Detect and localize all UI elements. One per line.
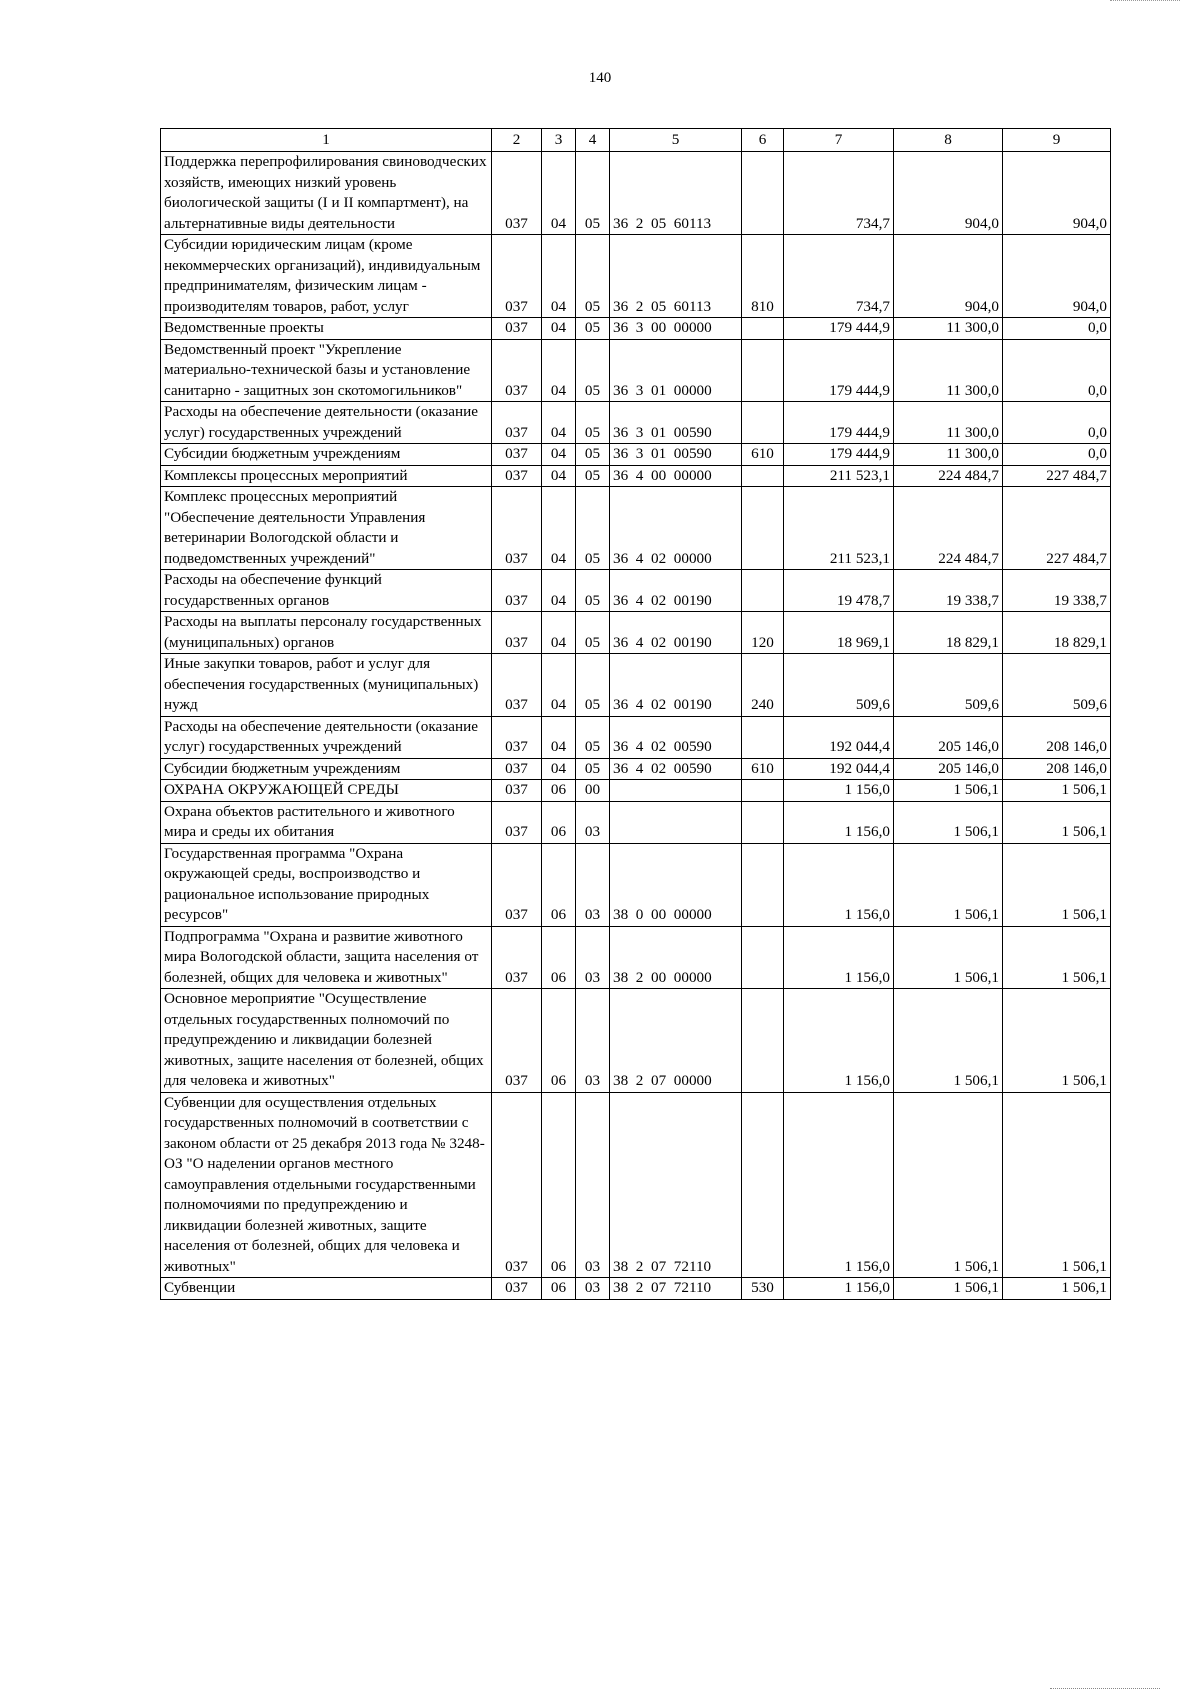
code-admin-cell: 037 (492, 801, 542, 843)
table-row (161, 843, 1111, 926)
amount-year3-cell: 0,0 (1003, 318, 1111, 340)
expense-type-cell: 530 (742, 1278, 784, 1300)
code-admin-cell: 037 (492, 780, 542, 802)
table-row (161, 758, 1111, 780)
amount-year2-cell: 509,6 (894, 654, 1003, 717)
table-row (161, 654, 1111, 717)
code-admin-cell: 037 (492, 843, 542, 926)
amount-year2-cell: 19 338,7 (894, 570, 1003, 612)
row-name-cell: Основное мероприятие "Осуществление отдельных государственных полномочий по предупреждению и ликвидации болезней животных, защите населения от болезней, общих для человека и животных" (161, 989, 492, 1093)
amount-year3-cell: 1 506,1 (1003, 989, 1111, 1093)
code-admin-cell: 037 (492, 654, 542, 717)
header-cell: 1 (161, 129, 492, 152)
amount-year2-cell: 1 506,1 (894, 780, 1003, 802)
section-cell: 06 (542, 989, 576, 1093)
code-admin-cell: 037 (492, 612, 542, 654)
amount-year3-cell: 18 829,1 (1003, 612, 1111, 654)
subsection-cell: 00 (576, 780, 610, 802)
target-article-cell: 38 2 00 00000 (610, 926, 742, 989)
amount-year2-cell: 1 506,1 (894, 1278, 1003, 1300)
subsection-cell: 05 (576, 402, 610, 444)
amount-year2-cell: 18 829,1 (894, 612, 1003, 654)
section-cell: 04 (542, 570, 576, 612)
amount-year3-cell: 1 506,1 (1003, 780, 1111, 802)
expense-type-cell (742, 570, 784, 612)
subsection-cell: 05 (576, 465, 610, 487)
row-name-cell: Поддержка перепрофилирования свиноводческих хозяйств, имеющих низкий уровень биологической защиты (I и II компартмент), на альтернативные виды деятельности (161, 152, 492, 235)
row-name-cell: Иные закупки товаров, работ и услуг для обеспечения государственных (муниципальных) нужд (161, 654, 492, 717)
code-admin-cell: 037 (492, 487, 542, 570)
target-article-cell: 38 0 00 00000 (610, 843, 742, 926)
code-admin-cell: 037 (492, 926, 542, 989)
amount-year3-cell: 904,0 (1003, 152, 1111, 235)
amount-year3-cell: 19 338,7 (1003, 570, 1111, 612)
target-article-cell: 36 3 01 00000 (610, 339, 742, 402)
target-article-cell: 36 4 00 00000 (610, 465, 742, 487)
target-article-cell: 38 2 07 00000 (610, 989, 742, 1093)
code-admin-cell: 037 (492, 318, 542, 340)
amount-year2-cell: 11 300,0 (894, 318, 1003, 340)
row-name-cell: Подпрограмма "Охрана и развитие животного мира Вологодской области, защита населения от болезней, общих для человека и животных" (161, 926, 492, 989)
row-name-cell: Расходы на выплаты персоналу государственных (муниципальных) органов (161, 612, 492, 654)
subsection-cell: 03 (576, 926, 610, 989)
amount-year3-cell: 1 506,1 (1003, 801, 1111, 843)
subsection-cell: 03 (576, 801, 610, 843)
amount-year2-cell: 1 506,1 (894, 801, 1003, 843)
amount-year2-cell: 224 484,7 (894, 487, 1003, 570)
expense-type-cell (742, 318, 784, 340)
target-article-cell: 36 4 02 00190 (610, 654, 742, 717)
target-article-cell: 36 2 05 60113 (610, 152, 742, 235)
subsection-cell: 03 (576, 989, 610, 1093)
amount-year1-cell: 1 156,0 (784, 1092, 894, 1278)
section-cell: 04 (542, 444, 576, 466)
table-row (161, 780, 1111, 802)
table-row (161, 1278, 1111, 1300)
row-name-cell: ОХРАНА ОКРУЖАЮЩЕЙ СРЕДЫ (161, 780, 492, 802)
section-cell: 06 (542, 780, 576, 802)
expense-type-cell (742, 152, 784, 235)
table-row (161, 487, 1111, 570)
subsection-cell: 05 (576, 570, 610, 612)
table-row (161, 235, 1111, 318)
section-cell: 04 (542, 487, 576, 570)
expense-type-cell (742, 926, 784, 989)
table-row (161, 152, 1111, 235)
section-cell: 04 (542, 152, 576, 235)
table-header-row (161, 129, 1111, 152)
row-name-cell: Охрана объектов растительного и животного мира и среды их обитания (161, 801, 492, 843)
subsection-cell: 05 (576, 444, 610, 466)
amount-year1-cell: 192 044,4 (784, 716, 894, 758)
amount-year3-cell: 208 146,0 (1003, 716, 1111, 758)
row-name-cell: Субсидии бюджетным учреждениям (161, 758, 492, 780)
header-cell: 5 (610, 129, 742, 152)
section-cell: 06 (542, 926, 576, 989)
section-cell: 04 (542, 612, 576, 654)
amount-year3-cell: 1 506,1 (1003, 843, 1111, 926)
expense-type-cell (742, 780, 784, 802)
row-name-cell: Комплексы процессных мероприятий (161, 465, 492, 487)
target-article-cell: 36 4 02 00000 (610, 487, 742, 570)
amount-year1-cell: 18 969,1 (784, 612, 894, 654)
amount-year3-cell: 0,0 (1003, 402, 1111, 444)
subsection-cell: 05 (576, 339, 610, 402)
amount-year2-cell: 1 506,1 (894, 843, 1003, 926)
expense-type-cell: 610 (742, 444, 784, 466)
amount-year3-cell: 509,6 (1003, 654, 1111, 717)
budget-table (160, 128, 1111, 1300)
code-admin-cell: 037 (492, 152, 542, 235)
target-article-cell: 36 4 02 00590 (610, 716, 742, 758)
section-cell: 06 (542, 1278, 576, 1300)
section-cell: 04 (542, 758, 576, 780)
row-name-cell: Расходы на обеспечение деятельности (оказание услуг) государственных учреждений (161, 716, 492, 758)
row-name-cell: Субсидии юридическим лицам (кроме некоммерческих организаций), индивидуальным предпринимателям, физическим лицам - производителям товаров, работ, услуг (161, 235, 492, 318)
expense-type-cell (742, 465, 784, 487)
amount-year3-cell: 0,0 (1003, 339, 1111, 402)
amount-year2-cell: 205 146,0 (894, 758, 1003, 780)
section-cell: 04 (542, 235, 576, 318)
table-row (161, 444, 1111, 466)
expense-type-cell (742, 716, 784, 758)
expense-type-cell: 240 (742, 654, 784, 717)
amount-year2-cell: 11 300,0 (894, 402, 1003, 444)
code-admin-cell: 037 (492, 758, 542, 780)
expense-type-cell: 120 (742, 612, 784, 654)
header-cell: 7 (784, 129, 894, 152)
code-admin-cell: 037 (492, 1092, 542, 1278)
amount-year1-cell: 1 156,0 (784, 926, 894, 989)
amount-year1-cell: 19 478,7 (784, 570, 894, 612)
target-article-cell: 36 4 02 00590 (610, 758, 742, 780)
section-cell: 04 (542, 318, 576, 340)
amount-year1-cell: 1 156,0 (784, 801, 894, 843)
amount-year2-cell: 1 506,1 (894, 926, 1003, 989)
expense-type-cell (742, 843, 784, 926)
page-number: 140 (588, 70, 612, 86)
subsection-cell: 03 (576, 843, 610, 926)
amount-year3-cell: 1 506,1 (1003, 1278, 1111, 1300)
header-cell: 2 (492, 129, 542, 152)
amount-year2-cell: 904,0 (894, 235, 1003, 318)
expense-type-cell (742, 339, 784, 402)
amount-year3-cell: 208 146,0 (1003, 758, 1111, 780)
code-admin-cell: 037 (492, 444, 542, 466)
subsection-cell: 03 (576, 1092, 610, 1278)
code-admin-cell: 037 (492, 989, 542, 1093)
row-name-cell: Расходы на обеспечение деятельности (оказание услуг) государственных учреждений (161, 402, 492, 444)
table-row (161, 989, 1111, 1093)
section-cell: 06 (542, 1092, 576, 1278)
code-admin-cell: 037 (492, 570, 542, 612)
target-article-cell (610, 780, 742, 802)
amount-year2-cell: 1 506,1 (894, 989, 1003, 1093)
amount-year3-cell: 227 484,7 (1003, 487, 1111, 570)
amount-year1-cell: 179 444,9 (784, 402, 894, 444)
table-row (161, 1092, 1111, 1278)
section-cell: 04 (542, 402, 576, 444)
code-admin-cell: 037 (492, 339, 542, 402)
table-row (161, 570, 1111, 612)
subsection-cell: 05 (576, 235, 610, 318)
table-row (161, 801, 1111, 843)
table-row (161, 339, 1111, 402)
target-article-cell: 36 4 02 00190 (610, 570, 742, 612)
expense-type-cell (742, 1092, 784, 1278)
amount-year1-cell: 211 523,1 (784, 487, 894, 570)
scan-artifact (1050, 1680, 1160, 1689)
row-name-cell: Расходы на обеспечение функций государственных органов (161, 570, 492, 612)
section-cell: 04 (542, 716, 576, 758)
table-row (161, 318, 1111, 340)
amount-year1-cell: 1 156,0 (784, 843, 894, 926)
amount-year1-cell: 734,7 (784, 152, 894, 235)
expense-type-cell (742, 989, 784, 1093)
amount-year1-cell: 1 156,0 (784, 1278, 894, 1300)
amount-year3-cell: 904,0 (1003, 235, 1111, 318)
amount-year3-cell: 0,0 (1003, 444, 1111, 466)
amount-year1-cell: 509,6 (784, 654, 894, 717)
table-row (161, 612, 1111, 654)
target-article-cell: 36 3 01 00590 (610, 402, 742, 444)
subsection-cell: 05 (576, 716, 610, 758)
header-cell: 3 (542, 129, 576, 152)
code-admin-cell: 037 (492, 716, 542, 758)
amount-year1-cell: 1 156,0 (784, 989, 894, 1093)
code-admin-cell: 037 (492, 235, 542, 318)
code-admin-cell: 037 (492, 465, 542, 487)
amount-year1-cell: 734,7 (784, 235, 894, 318)
section-cell: 04 (542, 339, 576, 402)
amount-year2-cell: 224 484,7 (894, 465, 1003, 487)
row-name-cell: Субвенции (161, 1278, 492, 1300)
section-cell: 06 (542, 843, 576, 926)
amount-year3-cell: 227 484,7 (1003, 465, 1111, 487)
subsection-cell: 03 (576, 1278, 610, 1300)
amount-year1-cell: 179 444,9 (784, 339, 894, 402)
scan-artifact (1110, 0, 1180, 5)
expense-type-cell (742, 402, 784, 444)
table-row (161, 465, 1111, 487)
amount-year3-cell: 1 506,1 (1003, 926, 1111, 989)
header-cell: 6 (742, 129, 784, 152)
target-article-cell: 38 2 07 72110 (610, 1092, 742, 1278)
table-row (161, 402, 1111, 444)
amount-year1-cell: 211 523,1 (784, 465, 894, 487)
table-row (161, 926, 1111, 989)
amount-year2-cell: 11 300,0 (894, 444, 1003, 466)
expense-type-cell: 610 (742, 758, 784, 780)
expense-type-cell (742, 487, 784, 570)
row-name-cell: Субвенции для осуществления отдельных государственных полномочий в соответствии с законом области от 25 декабря 2013 года № 3248-ОЗ "О наделении органов местного самоуправления отдельными государственными полномочиями по предупреждению и ликвидации болезней животных, защите населения от болезней, общих для человека и животных" (161, 1092, 492, 1278)
section-cell: 06 (542, 801, 576, 843)
amount-year2-cell: 1 506,1 (894, 1092, 1003, 1278)
target-article-cell: 36 3 00 00000 (610, 318, 742, 340)
row-name-cell: Субсидии бюджетным учреждениям (161, 444, 492, 466)
amount-year3-cell: 1 506,1 (1003, 1092, 1111, 1278)
section-cell: 04 (542, 654, 576, 717)
header-cell: 9 (1003, 129, 1111, 152)
amount-year2-cell: 11 300,0 (894, 339, 1003, 402)
code-admin-cell: 037 (492, 1278, 542, 1300)
row-name-cell: Ведомственный проект "Укрепление материально-технической базы и установление санитарно - защитных зон скотомогильников" (161, 339, 492, 402)
target-article-cell: 38 2 07 72110 (610, 1278, 742, 1300)
expense-type-cell (742, 801, 784, 843)
subsection-cell: 05 (576, 758, 610, 780)
target-article-cell: 36 4 02 00190 (610, 612, 742, 654)
subsection-cell: 05 (576, 487, 610, 570)
amount-year1-cell: 179 444,9 (784, 318, 894, 340)
amount-year1-cell: 192 044,4 (784, 758, 894, 780)
row-name-cell: Ведомственные проекты (161, 318, 492, 340)
amount-year2-cell: 904,0 (894, 152, 1003, 235)
expense-type-cell: 810 (742, 235, 784, 318)
header-cell: 4 (576, 129, 610, 152)
amount-year1-cell: 1 156,0 (784, 780, 894, 802)
header-cell: 8 (894, 129, 1003, 152)
target-article-cell (610, 801, 742, 843)
table-row (161, 716, 1111, 758)
subsection-cell: 05 (576, 612, 610, 654)
code-admin-cell: 037 (492, 402, 542, 444)
amount-year2-cell: 205 146,0 (894, 716, 1003, 758)
subsection-cell: 05 (576, 654, 610, 717)
section-cell: 04 (542, 465, 576, 487)
subsection-cell: 05 (576, 318, 610, 340)
row-name-cell: Государственная программа "Охрана окружающей среды, воспроизводство и рациональное использование природных ресурсов" (161, 843, 492, 926)
subsection-cell: 05 (576, 152, 610, 235)
row-name-cell: Комплекс процессных мероприятий "Обеспечение деятельности Управления ветеринарии Вологодской области и подведомственных учреждений" (161, 487, 492, 570)
target-article-cell: 36 2 05 60113 (610, 235, 742, 318)
amount-year1-cell: 179 444,9 (784, 444, 894, 466)
target-article-cell: 36 3 01 00590 (610, 444, 742, 466)
